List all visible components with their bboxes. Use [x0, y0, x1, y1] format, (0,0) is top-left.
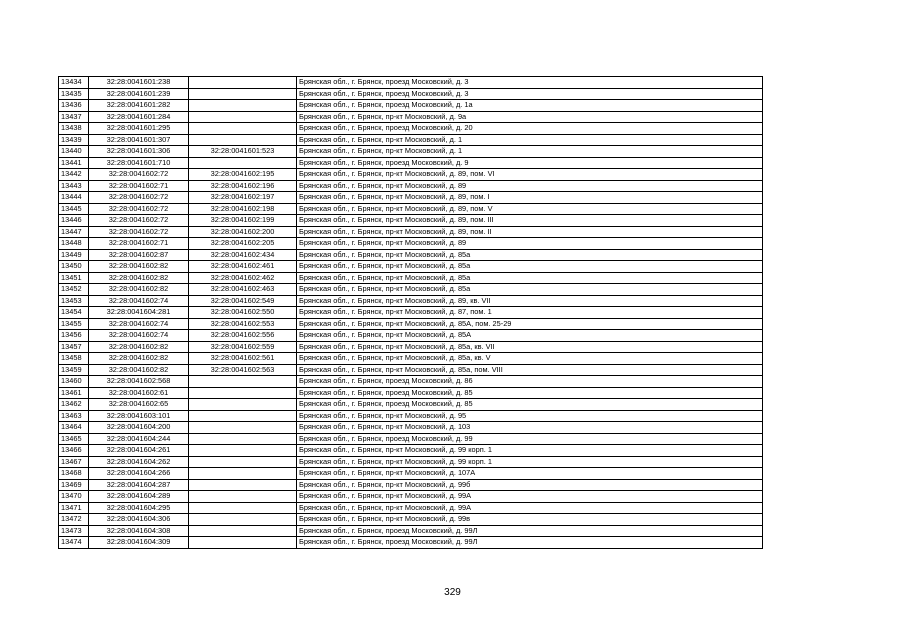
row-number-cell: 13455 [59, 318, 89, 330]
address-cell: Брянская обл., г. Брянск, пр-кт Московский, д. 85а, кв. VII [297, 341, 763, 353]
row-number-cell: 13464 [59, 422, 89, 434]
address-cell: Брянская обл., г. Брянск, пр-кт Московский, д. 99 корп. 1 [297, 456, 763, 468]
table-row [59, 77, 763, 89]
cadastral-number-cell: 32:28:0041604:295 [89, 502, 189, 514]
row-number-cell: 13452 [59, 284, 89, 296]
address-cell: Брянская обл., г. Брянск, пр-кт Московский, д. 89 [297, 180, 763, 192]
related-cadastral-number-cell: 32:28:0041602:553 [189, 318, 297, 330]
table-row [59, 100, 763, 112]
table-row [59, 399, 763, 411]
cadastral-number-cell: 32:28:0041604:306 [89, 514, 189, 526]
address-cell: Брянская обл., г. Брянск, пр-кт Московский, д. 1 [297, 146, 763, 158]
address-cell: Брянская обл., г. Брянск, пр-кт Московский, д. 9а [297, 111, 763, 123]
cadastral-number-cell: 32:28:0041601:306 [89, 146, 189, 158]
related-cadastral-number-cell [189, 422, 297, 434]
cadastral-number-cell: 32:28:0041604:281 [89, 307, 189, 319]
table-row [59, 445, 763, 457]
row-number-cell: 13461 [59, 387, 89, 399]
cadastral-number-cell: 32:28:0041604:266 [89, 468, 189, 480]
row-number-cell: 13438 [59, 123, 89, 135]
related-cadastral-number-cell: 32:28:0041602:561 [189, 353, 297, 365]
cadastral-number-cell: 32:28:0041602:74 [89, 295, 189, 307]
related-cadastral-number-cell [189, 88, 297, 100]
related-cadastral-number-cell: 32:28:0041602:197 [189, 192, 297, 204]
address-cell: Брянская обл., г. Брянск, пр-кт Московский, д. 99б [297, 479, 763, 491]
row-number-cell: 13460 [59, 376, 89, 388]
table-row [59, 456, 763, 468]
cadastral-number-cell: 32:28:0041602:82 [89, 341, 189, 353]
related-cadastral-number-cell [189, 157, 297, 169]
address-cell: Брянская обл., г. Брянск, пр-кт Московский, д. 99 корп. 1 [297, 445, 763, 457]
table-row [59, 341, 763, 353]
cadastral-number-cell: 32:28:0041604:309 [89, 537, 189, 549]
related-cadastral-number-cell [189, 387, 297, 399]
table-row [59, 330, 763, 342]
address-cell: Брянская обл., г. Брянск, пр-кт Московский, д. 89, кв. VII [297, 295, 763, 307]
table-row [59, 238, 763, 250]
cadastral-number-cell: 32:28:0041601:282 [89, 100, 189, 112]
row-number-cell: 13456 [59, 330, 89, 342]
cadastral-number-cell: 32:28:0041601:239 [89, 88, 189, 100]
address-cell: Брянская обл., г. Брянск, пр-кт Московский, д. 89, пом. II [297, 226, 763, 238]
table-row [59, 146, 763, 158]
related-cadastral-number-cell [189, 491, 297, 503]
registry-table-body [59, 77, 763, 549]
cadastral-number-cell: 32:28:0041604:308 [89, 525, 189, 537]
related-cadastral-number-cell: 32:28:0041602:550 [189, 307, 297, 319]
table-row [59, 111, 763, 123]
row-number-cell: 13472 [59, 514, 89, 526]
related-cadastral-number-cell: 32:28:0041602:198 [189, 203, 297, 215]
table-row [59, 134, 763, 146]
related-cadastral-number-cell [189, 468, 297, 480]
address-cell: Брянская обл., г. Брянск, проезд Московский, д. 99Л [297, 525, 763, 537]
row-number-cell: 13445 [59, 203, 89, 215]
cadastral-number-cell: 32:28:0041602:82 [89, 261, 189, 273]
address-cell: Брянская обл., г. Брянск, проезд Московский, д. 85 [297, 387, 763, 399]
row-number-cell: 13458 [59, 353, 89, 365]
related-cadastral-number-cell: 32:28:0041602:196 [189, 180, 297, 192]
address-cell: Брянская обл., г. Брянск, пр-кт Московский, д. 99А [297, 502, 763, 514]
cadastral-number-cell: 32:28:0041601:710 [89, 157, 189, 169]
related-cadastral-number-cell: 32:28:0041602:563 [189, 364, 297, 376]
table-row [59, 192, 763, 204]
table-row [59, 537, 763, 549]
row-number-cell: 13450 [59, 261, 89, 273]
cadastral-number-cell: 32:28:0041602:61 [89, 387, 189, 399]
table-row [59, 387, 763, 399]
related-cadastral-number-cell [189, 376, 297, 388]
table-row [59, 376, 763, 388]
cadastral-number-cell: 32:28:0041601:238 [89, 77, 189, 89]
cadastral-number-cell: 32:28:0041604:262 [89, 456, 189, 468]
row-number-cell: 13463 [59, 410, 89, 422]
cadastral-registry-table [58, 76, 763, 549]
row-number-cell: 13437 [59, 111, 89, 123]
row-number-cell: 13440 [59, 146, 89, 158]
cadastral-number-cell: 32:28:0041601:284 [89, 111, 189, 123]
table-row [59, 468, 763, 480]
row-number-cell: 13465 [59, 433, 89, 445]
table-row [59, 364, 763, 376]
related-cadastral-number-cell: 32:28:0041602:205 [189, 238, 297, 250]
address-cell: Брянская обл., г. Брянск, пр-кт Московский, д. 87, пом. 1 [297, 307, 763, 319]
address-cell: Брянская обл., г. Брянск, пр-кт Московский, д. 85А, пом. 25-29 [297, 318, 763, 330]
related-cadastral-number-cell [189, 433, 297, 445]
address-cell: Брянская обл., г. Брянск, пр-кт Московский, д. 85а [297, 261, 763, 273]
cadastral-number-cell: 32:28:0041603:101 [89, 410, 189, 422]
table-row [59, 272, 763, 284]
cadastral-number-cell: 32:28:0041602:72 [89, 215, 189, 227]
address-cell: Брянская обл., г. Брянск, пр-кт Московский, д. 89, пом. V [297, 203, 763, 215]
related-cadastral-number-cell [189, 399, 297, 411]
related-cadastral-number-cell: 32:28:0041602:559 [189, 341, 297, 353]
row-number-cell: 13459 [59, 364, 89, 376]
table-row [59, 502, 763, 514]
registry-table-container [58, 76, 762, 549]
related-cadastral-number-cell: 32:28:0041602:434 [189, 249, 297, 261]
table-row [59, 353, 763, 365]
related-cadastral-number-cell: 32:28:0041601:523 [189, 146, 297, 158]
address-cell: Брянская обл., г. Брянск, пр-кт Московский, д. 89, пом. I [297, 192, 763, 204]
table-row [59, 157, 763, 169]
address-cell: Брянская обл., г. Брянск, проезд Московский, д. 99 [297, 433, 763, 445]
related-cadastral-number-cell [189, 123, 297, 135]
table-row [59, 514, 763, 526]
cadastral-number-cell: 32:28:0041602:72 [89, 169, 189, 181]
row-number-cell: 13466 [59, 445, 89, 457]
address-cell: Брянская обл., г. Брянск, проезд Московский, д. 86 [297, 376, 763, 388]
related-cadastral-number-cell [189, 111, 297, 123]
table-row [59, 491, 763, 503]
related-cadastral-number-cell: 32:28:0041602:549 [189, 295, 297, 307]
address-cell: Брянская обл., г. Брянск, пр-кт Московский, д. 107А [297, 468, 763, 480]
row-number-cell: 13462 [59, 399, 89, 411]
row-number-cell: 13454 [59, 307, 89, 319]
row-number-cell: 13447 [59, 226, 89, 238]
related-cadastral-number-cell [189, 134, 297, 146]
cadastral-number-cell: 32:28:0041602:74 [89, 318, 189, 330]
table-row [59, 295, 763, 307]
table-row [59, 410, 763, 422]
cadastral-number-cell: 32:28:0041602:82 [89, 272, 189, 284]
row-number-cell: 13467 [59, 456, 89, 468]
cadastral-number-cell: 32:28:0041602:568 [89, 376, 189, 388]
cadastral-number-cell: 32:28:0041602:65 [89, 399, 189, 411]
related-cadastral-number-cell [189, 456, 297, 468]
cadastral-number-cell: 32:28:0041602:72 [89, 226, 189, 238]
table-row [59, 422, 763, 434]
row-number-cell: 13473 [59, 525, 89, 537]
table-row [59, 261, 763, 273]
related-cadastral-number-cell: 32:28:0041602:200 [189, 226, 297, 238]
table-row [59, 433, 763, 445]
row-number-cell: 13441 [59, 157, 89, 169]
table-row [59, 525, 763, 537]
row-number-cell: 13469 [59, 479, 89, 491]
address-cell: Брянская обл., г. Брянск, пр-кт Московский, д. 85А [297, 330, 763, 342]
row-number-cell: 13449 [59, 249, 89, 261]
row-number-cell: 13453 [59, 295, 89, 307]
related-cadastral-number-cell: 32:28:0041602:462 [189, 272, 297, 284]
address-cell: Брянская обл., г. Брянск, пр-кт Московский, д. 99в [297, 514, 763, 526]
row-number-cell: 13442 [59, 169, 89, 181]
cadastral-number-cell: 32:28:0041602:71 [89, 238, 189, 250]
table-row [59, 307, 763, 319]
related-cadastral-number-cell: 32:28:0041602:556 [189, 330, 297, 342]
related-cadastral-number-cell [189, 100, 297, 112]
row-number-cell: 13439 [59, 134, 89, 146]
related-cadastral-number-cell: 32:28:0041602:461 [189, 261, 297, 273]
cadastral-number-cell: 32:28:0041602:82 [89, 364, 189, 376]
table-row [59, 203, 763, 215]
address-cell: Брянская обл., г. Брянск, пр-кт Московский, д. 103 [297, 422, 763, 434]
related-cadastral-number-cell [189, 77, 297, 89]
address-cell: Брянская обл., г. Брянск, проезд Московский, д. 20 [297, 123, 763, 135]
related-cadastral-number-cell [189, 445, 297, 457]
related-cadastral-number-cell [189, 514, 297, 526]
table-row [59, 284, 763, 296]
row-number-cell: 13444 [59, 192, 89, 204]
related-cadastral-number-cell [189, 410, 297, 422]
cadastral-number-cell: 32:28:0041602:74 [89, 330, 189, 342]
row-number-cell: 13457 [59, 341, 89, 353]
table-row [59, 318, 763, 330]
table-row [59, 249, 763, 261]
address-cell: Брянская обл., г. Брянск, пр-кт Московский, д. 1 [297, 134, 763, 146]
address-cell: Брянская обл., г. Брянск, пр-кт Московский, д. 85а [297, 272, 763, 284]
page-number: 329 [444, 587, 461, 598]
row-number-cell: 13434 [59, 77, 89, 89]
table-row [59, 226, 763, 238]
row-number-cell: 13474 [59, 537, 89, 549]
cadastral-number-cell: 32:28:0041604:261 [89, 445, 189, 457]
cadastral-number-cell: 32:28:0041601:307 [89, 134, 189, 146]
address-cell: Брянская обл., г. Брянск, пр-кт Московский, д. 85а [297, 284, 763, 296]
table-row [59, 215, 763, 227]
address-cell: Брянская обл., г. Брянск, пр-кт Московский, д. 85а, кв. V [297, 353, 763, 365]
row-number-cell: 13470 [59, 491, 89, 503]
row-number-cell: 13435 [59, 88, 89, 100]
address-cell: Брянская обл., г. Брянск, проезд Московский, д. 3 [297, 88, 763, 100]
address-cell: Брянская обл., г. Брянск, проезд Московский, д. 99Л [297, 537, 763, 549]
related-cadastral-number-cell: 32:28:0041602:195 [189, 169, 297, 181]
address-cell: Брянская обл., г. Брянск, пр-кт Московский, д. 85а [297, 249, 763, 261]
address-cell: Брянская обл., г. Брянск, пр-кт Московский, д. 89 [297, 238, 763, 250]
address-cell: Брянская обл., г. Брянск, пр-кт Московский, д. 89, пом. VI [297, 169, 763, 181]
address-cell: Брянская обл., г. Брянск, проезд Московский, д. 1а [297, 100, 763, 112]
related-cadastral-number-cell [189, 502, 297, 514]
cadastral-number-cell: 32:28:0041604:287 [89, 479, 189, 491]
cadastral-number-cell: 32:28:0041604:200 [89, 422, 189, 434]
table-row [59, 88, 763, 100]
address-cell: Брянская обл., г. Брянск, пр-кт Московский, д. 85а, пом. VIII [297, 364, 763, 376]
address-cell: Брянская обл., г. Брянск, проезд Московский, д. 3 [297, 77, 763, 89]
address-cell: Брянская обл., г. Брянск, пр-кт Московский, д. 95 [297, 410, 763, 422]
related-cadastral-number-cell [189, 479, 297, 491]
related-cadastral-number-cell: 32:28:0041602:463 [189, 284, 297, 296]
table-row [59, 479, 763, 491]
address-cell: Брянская обл., г. Брянск, проезд Московский, д. 9 [297, 157, 763, 169]
cadastral-number-cell: 32:28:0041602:71 [89, 180, 189, 192]
table-row [59, 180, 763, 192]
row-number-cell: 13446 [59, 215, 89, 227]
related-cadastral-number-cell [189, 537, 297, 549]
address-cell: Брянская обл., г. Брянск, пр-кт Московский, д. 99А [297, 491, 763, 503]
cadastral-number-cell: 32:28:0041602:72 [89, 203, 189, 215]
row-number-cell: 13471 [59, 502, 89, 514]
address-cell: Брянская обл., г. Брянск, проезд Московский, д. 85 [297, 399, 763, 411]
cadastral-number-cell: 32:28:0041602:82 [89, 353, 189, 365]
row-number-cell: 13468 [59, 468, 89, 480]
related-cadastral-number-cell [189, 525, 297, 537]
row-number-cell: 13448 [59, 238, 89, 250]
cadastral-number-cell: 32:28:0041604:244 [89, 433, 189, 445]
row-number-cell: 13436 [59, 100, 89, 112]
row-number-cell: 13451 [59, 272, 89, 284]
cadastral-number-cell: 32:28:0041601:295 [89, 123, 189, 135]
cadastral-number-cell: 32:28:0041602:87 [89, 249, 189, 261]
cadastral-number-cell: 32:28:0041602:72 [89, 192, 189, 204]
table-row [59, 169, 763, 181]
table-row [59, 123, 763, 135]
row-number-cell: 13443 [59, 180, 89, 192]
cadastral-number-cell: 32:28:0041602:82 [89, 284, 189, 296]
related-cadastral-number-cell: 32:28:0041602:199 [189, 215, 297, 227]
cadastral-number-cell: 32:28:0041604:289 [89, 491, 189, 503]
address-cell: Брянская обл., г. Брянск, пр-кт Московский, д. 89, пом. III [297, 215, 763, 227]
